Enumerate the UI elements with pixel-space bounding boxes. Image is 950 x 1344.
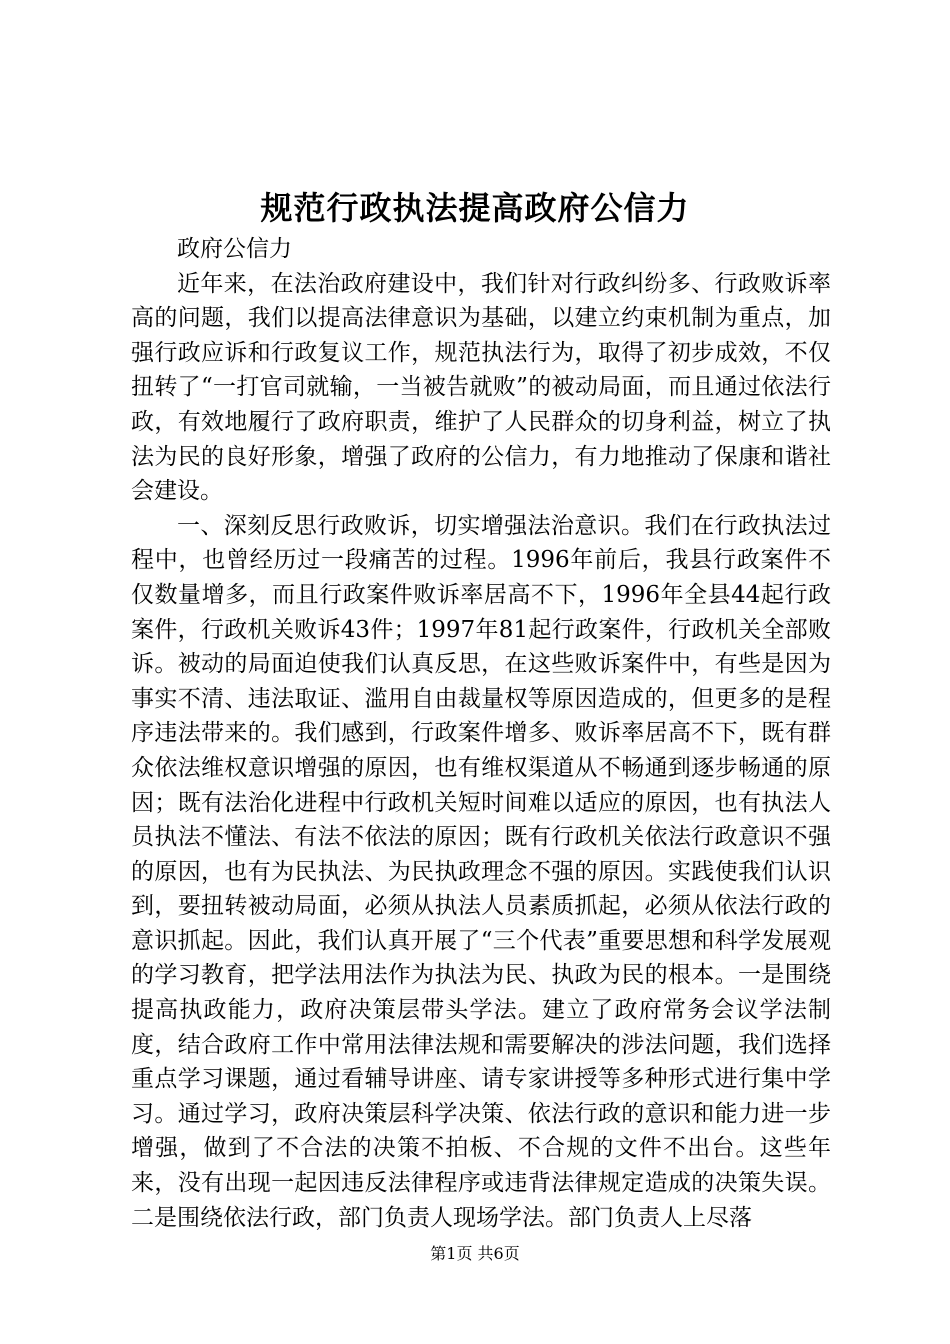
page-number-footer: 第1页 共6页 <box>430 1244 520 1263</box>
paragraph-section-one: 一、深刻反思行政败诉，切实增强法治意识。我们在行政执法过程中，也曾经历过一段痛苦的过程。1996年前后，我县行政案件不仅数量增多，而且行政案件败诉率居高不下，1996年全县44起行政案件，行政机关败诉43件；1997年81起行政案件，行政机关全部败诉。被动的局面迫使我们认真反思，在这些败诉案件中，有些是因为事实不清、违法取证、滥用自由裁量权等原因造成的，但更多的是程序违法带来的。我们感到，行政案件增多、败诉率居高不下，既有群众依法维权意识增强的原因，也有维权渠道从不畅通到逐步畅通的原因；既有法治化进程中行政机关短时间难以适应的原因，也有执法人员执法不懂法、有法不依法的原因；既有行政机关依法行政意识不强的原因，也有为民执法、为民执政理念不强的原因。实践使我们认识到，要扭转被动局面，必须从执法人员素质抓起，必须从依法行政的意识抓起。因此，我们认真开展了“三个代表”重要思想和科学发展观的学习教育，把学法用法作为执法为民、执政为民的根本。一是围绕提高执政能力，政府决策层带头学法。建立了政府常务会议学法制度，结合政府工作中常用法律法规和需要解决的涉法问题，我们选择重点学习课题，通过看辅导讲座、请专家讲授等多种形式进行集中学习。通过学习，政府决策层科学决策、依法行政的意识和能力进一步增强，做到了不合法的决策不拍板、不合规的文件不出台。这些年来，没有出现一起因违反法律程序或违背法律规定造成的决策失误。二是围绕依法行政，部门负责人现场学法。部门负责人上尽落 <box>131 512 831 1231</box>
paragraph-subtitle: 政府公信力 <box>177 236 292 262</box>
paragraph-intro: 近年来，在法治政府建设中，我们针对行政纠纷多、行政败诉率高的问题，我们以提高法律意识为基础，以建立约束机制为重点，加强行政应诉和行政复议工作，规范执法行为，取得了初步成效，不仅扭转了“一打官司就输，一当被告就败”的被动局面，而且通过依法行政，有效地履行了政府职责，维护了人民群众的切身利益，树立了执法为民的良好形象，增强了政府的公信力，有力地推动了保康和谐社会建设。 <box>131 270 831 505</box>
document-title: 规范行政执法提高政府公信力 <box>260 189 690 227</box>
document-body <box>131 232 831 1235</box>
